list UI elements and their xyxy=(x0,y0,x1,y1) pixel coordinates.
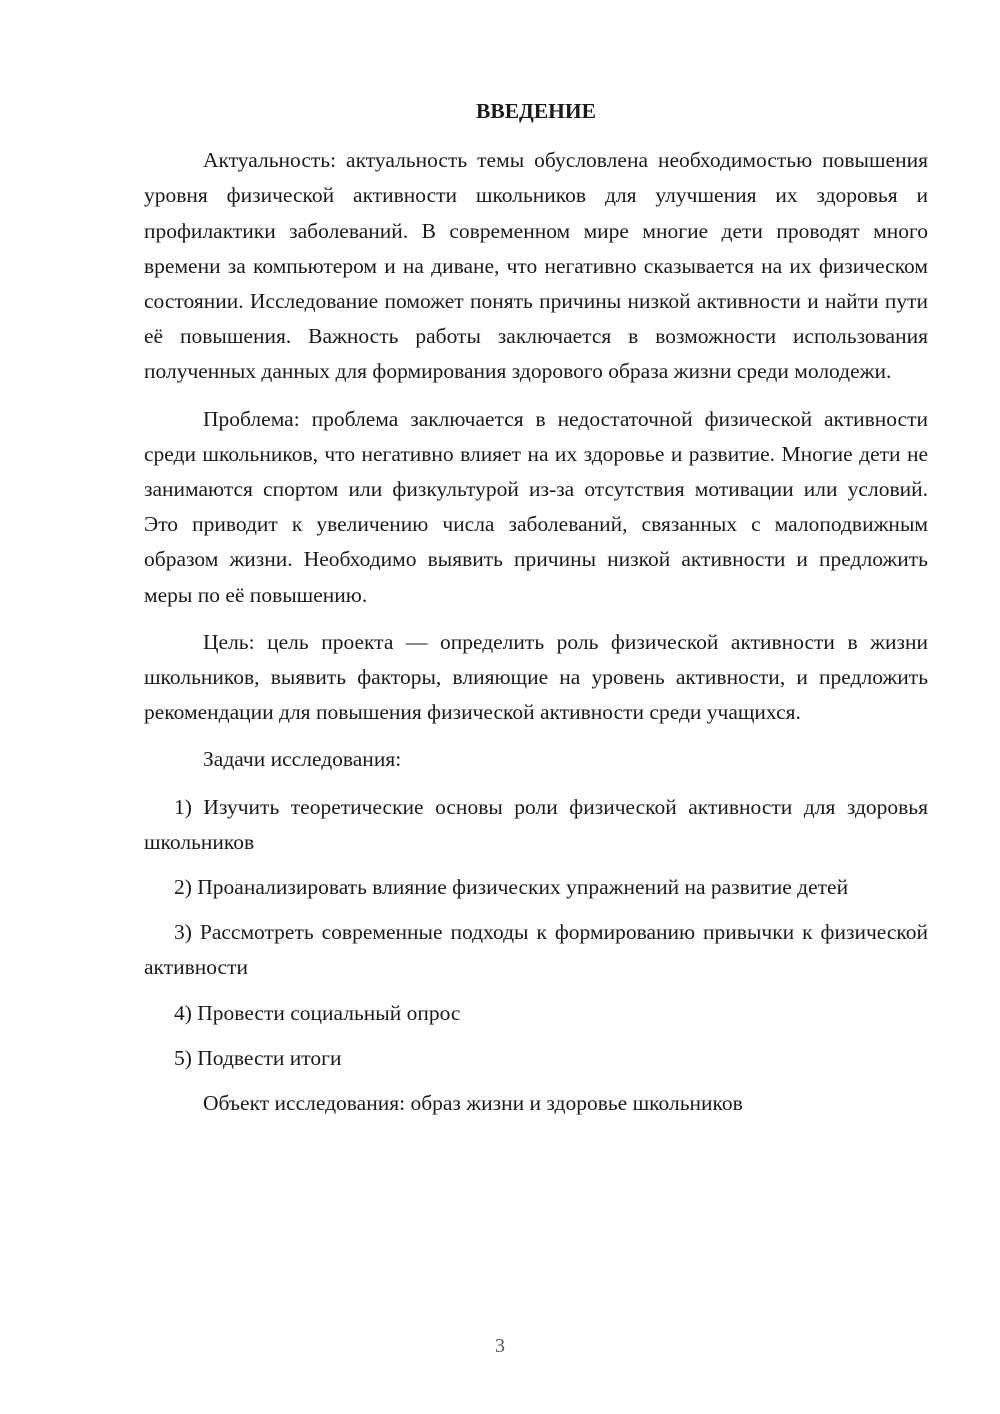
tasks-heading: Задачи исследования: xyxy=(203,747,402,772)
research-object: Объект исследования: образ жизни и здоровье школьников xyxy=(203,1091,743,1116)
page-content xyxy=(144,94,928,1121)
section-title: ВВЕДЕНИЕ xyxy=(476,99,596,123)
task-item-2: 2) Проанализировать влияние физических упражнений на развитие детей xyxy=(174,875,849,900)
paragraph-goal: Цель: цель проекта — определить роль физической активности в жизни школьников, выявить факторы, влияющие на уровень активности, и предложить рекомендации для повышения физической активности среди учащихся. xyxy=(144,629,928,725)
task-item-3: 3) Рассмотреть современные подходы к формированию привычки к физической активности xyxy=(144,920,928,980)
paragraph-problem: Проблема: проблема заключается в недостаточной физической активности среди школьников, что негативно влияет на их здоровье и развитие. Многие дети не занимаются спортом или физкультурой из-за отсутствия мотивации или условий. Это приводит к увеличению числа заболеваний, связанных с малоподвижным образом жизни. Необходимо выявить причины низкой активности и предложить меры по её повышению. xyxy=(144,406,928,607)
task-item-1: 1) Изучить теоретические основы роли физической активности для здоровья школьников xyxy=(144,794,928,854)
page-number: 3 xyxy=(495,1335,505,1357)
paragraph-relevance: Актуальность: актуальность темы обусловлена необходимостью повышения уровня физической активности школьников для улучшения их здоровья и профилактики заболеваний. В современном мире многие дети проводят много времени за компьютером и на диване, что негативно сказывается на их физическом состоянии. Исследование поможет понять причины низкой активности и найти пути её повышения. Важность работы заключается в возможности использования полученных данных для формирования здорового образа жизни среди молодежи. xyxy=(144,148,928,384)
task-item-5: 5) Подвести итоги xyxy=(174,1045,342,1070)
task-item-4: 4) Провести социальный опрос xyxy=(174,1000,461,1025)
